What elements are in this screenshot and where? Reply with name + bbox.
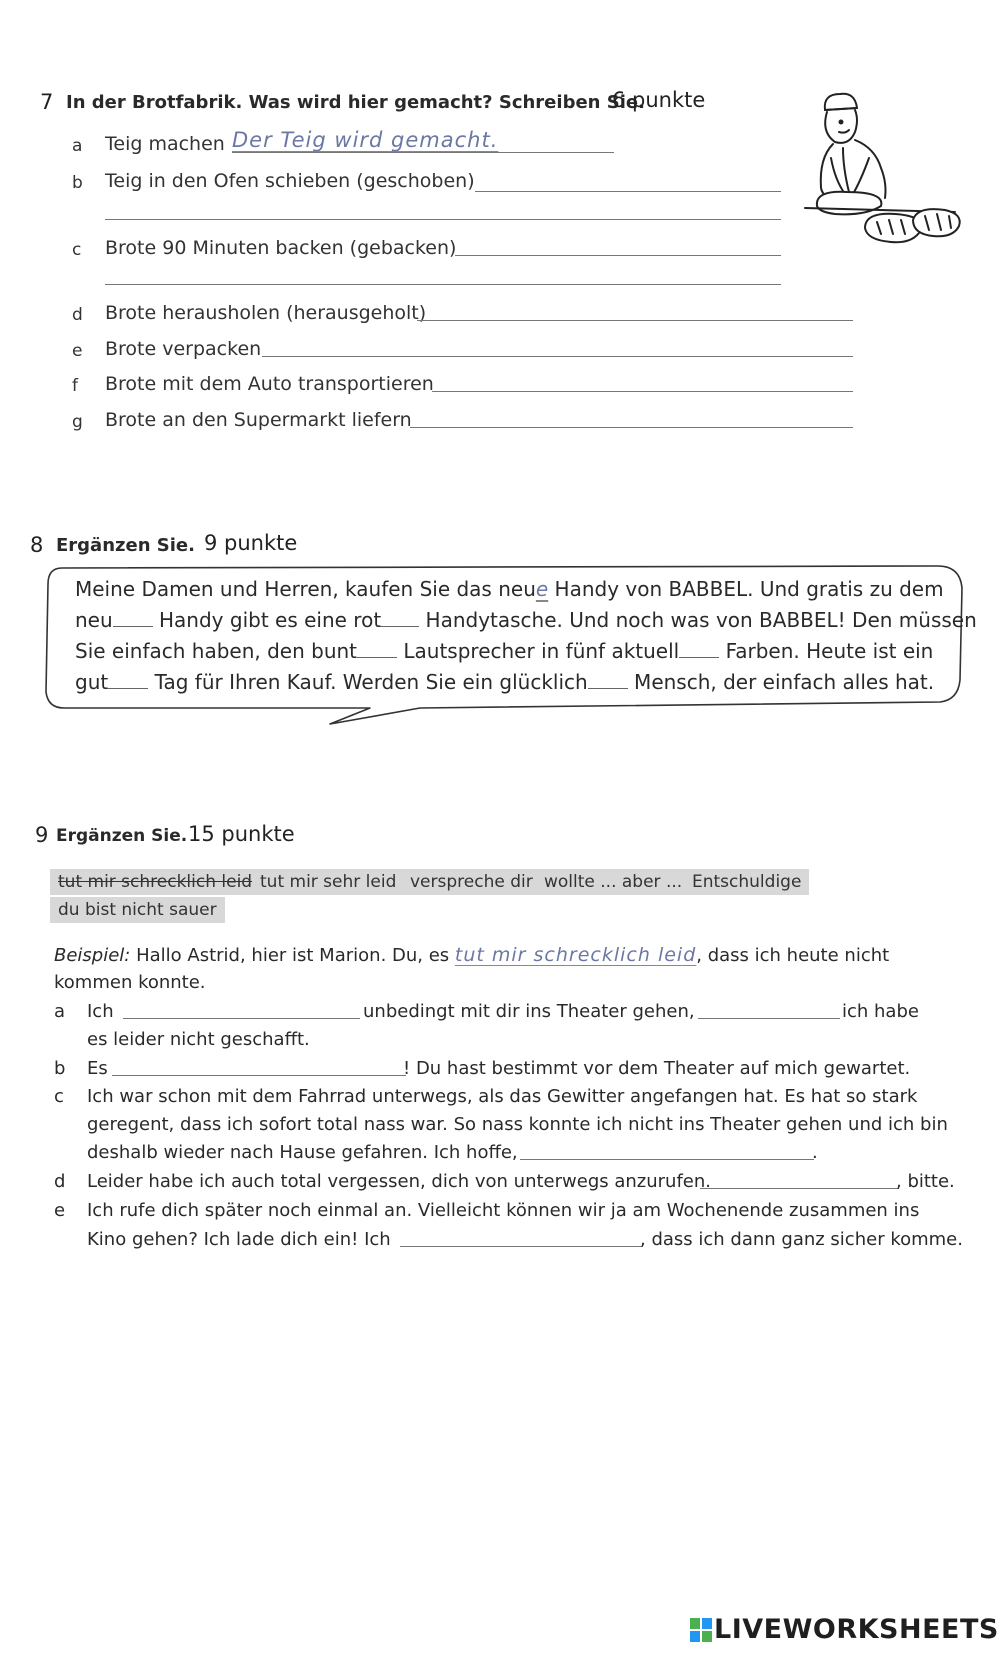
ex7-item-g-input[interactable] [410, 407, 853, 428]
ex9-item-a-t4: es leider nicht geschafft. [87, 1029, 310, 1050]
ex7-points: 6 punkte [612, 88, 706, 112]
ex8-gap-4[interactable] [679, 657, 719, 658]
ex8-gap-3[interactable] [357, 657, 397, 658]
liveworksheets-logo-icon [690, 1618, 712, 1642]
ex8-l3b: Lautsprecher in fünf aktuell [397, 639, 680, 663]
ex9-item-c-t4: . [812, 1142, 818, 1163]
ex7-item-f-letter: f [72, 376, 78, 396]
chip-tut-mir-schrecklich-leid: tut mir schrecklich leid [50, 869, 260, 895]
ex9-example-line [54, 944, 889, 966]
ex9-example-answer: tut mir schrecklich leid [454, 944, 697, 966]
ex7-number: 7 [40, 90, 54, 114]
ex7-item-b-prompt: Teig in den Ofen schieben (geschoben) [105, 170, 475, 192]
ex8-l1b: Handy von BABBEL. Und gratis zu dem [548, 577, 944, 601]
ex8-l1a: Meine Damen und Herren, kaufen Sie das neu [75, 577, 536, 601]
ex9-example-a: Hallo Astrid, hier ist Marion. Du, es [130, 945, 455, 966]
ex7-item-b-input[interactable] [475, 171, 781, 192]
ex9-item-d-t2: , bitte. [896, 1171, 955, 1192]
liveworksheets-brand: LIVEWORKSHEETS [714, 1614, 999, 1645]
ex9-item-b-t1: Es [87, 1058, 108, 1079]
ex9-item-e-t1: Ich rufe dich später noch einmal an. Vielleicht können wir ja am Wochenende zusammen ins [87, 1200, 920, 1221]
ex8-line-4 [75, 667, 934, 697]
chip-verspreche-dir: verspreche dir [402, 869, 541, 895]
ex8-line-3 [75, 636, 933, 666]
ex9-example-b: , dass ich heute nicht [696, 945, 890, 966]
chip-entschuldige: Entschuldige [684, 869, 809, 895]
ex8-gap-2[interactable] [381, 626, 419, 627]
ex8-l2a: neu [75, 608, 113, 632]
chip-tut-mir-sehr-leid: tut mir sehr leid [252, 869, 404, 895]
ex7-item-g-letter: g [72, 412, 83, 432]
ex7-item-e-letter: e [72, 341, 83, 361]
ex7-item-e-prompt: Brote verpacken [105, 338, 262, 360]
ex8-line-1 [75, 574, 944, 604]
ex9-item-d-letter: d [54, 1171, 66, 1192]
ex9-item-e-t3: , dass ich dann ganz sicher komme. [640, 1229, 963, 1250]
ex9-item-e-t2: Kino gehen? Ich lade dich ein! Ich [87, 1229, 391, 1250]
ex8-l2c: Handytasche. Und noch was von BABBEL! Den müssen [419, 608, 977, 632]
ex9-item-a-t2: unbedingt mit dir ins Theater gehen, [363, 1001, 695, 1022]
ex8-answer-e: e [535, 577, 549, 601]
baker-illustration [795, 88, 965, 258]
ex7-item-c-prompt: Brote 90 Minuten backen (gebacken) [105, 237, 457, 259]
ex8-l3a: Sie einfach haben, den bunt [75, 639, 358, 663]
ex7-item-a-prompt: Teig machen [105, 133, 225, 155]
ex9-item-b-input[interactable] [112, 1055, 406, 1076]
ex9-title: Ergänzen Sie. [56, 826, 188, 846]
ex8-title: Ergänzen Sie. [56, 535, 195, 556]
ex8-l4b: Tag für Ihren Kauf. Werden Sie ein glücklich [148, 670, 588, 694]
ex7-item-d-letter: d [72, 305, 83, 325]
ex9-item-e-letter: e [54, 1200, 66, 1221]
ex9-item-e-input[interactable] [400, 1226, 642, 1247]
ex8-gap-6[interactable] [588, 688, 628, 689]
ex9-points: 15 punkte [188, 822, 295, 846]
ex9-item-a-t1: Ich [87, 1001, 114, 1022]
ex8-gap-1[interactable] [113, 626, 153, 627]
ex7-item-a-line [232, 152, 614, 153]
ex7-item-a-answer: Der Teig wird gemacht. [232, 128, 499, 152]
ex8-l2b: Handy gibt es eine rot [152, 608, 382, 632]
ex9-item-c-t2: geregent, dass ich sofort total nass war. So nass konnte ich nicht ins Theater gehen und ich bin [87, 1114, 948, 1135]
chip-du-bist-nicht-sauer: du bist nicht sauer [50, 897, 225, 923]
ex9-item-c-t1: Ich war schon mit dem Fahrrad unterwegs, als das Gewitter angefangen hat. Es hat so stark [87, 1086, 918, 1107]
ex9-item-a-input-2[interactable] [698, 998, 840, 1019]
ex8-l3c: Farben. Heute ist ein [719, 639, 934, 663]
ex7-item-f-input[interactable] [432, 371, 853, 392]
ex8-points: 9 punkte [204, 531, 298, 555]
ex8-gap-5[interactable] [108, 688, 148, 689]
ex9-item-a-letter: a [54, 1001, 66, 1022]
ex9-number: 9 [35, 823, 49, 847]
ex9-item-b-t2: ! Du hast bestimmt vor dem Theater auf mich gewartet. [403, 1058, 911, 1079]
ex7-item-e-input[interactable] [262, 336, 853, 357]
chip-wollte-aber: wollte ... aber ... [536, 869, 690, 895]
ex9-item-a-t3: ich habe [842, 1001, 919, 1022]
ex7-item-c-input-2[interactable] [105, 264, 781, 285]
ex9-item-d-t1: Leider habe ich auch total vergessen, dich von unterwegs anzurufen. [87, 1171, 711, 1192]
ex8-l4a: gut [75, 670, 109, 694]
ex9-example-c: kommen konnte. [54, 972, 206, 993]
ex8-l4c: Mensch, der einfach alles hat. [627, 670, 935, 694]
ex7-item-d-input[interactable] [417, 300, 853, 321]
ex7-title: In der Brotfabrik. Was wird hier gemacht? Schreiben Sie. [66, 92, 645, 113]
ex7-item-c-input[interactable] [455, 235, 781, 256]
ex8-line-2 [75, 605, 977, 635]
ex7-item-b-letter: b [72, 173, 83, 193]
ex9-item-c-letter: c [54, 1086, 64, 1107]
ex9-item-d-input[interactable] [700, 1168, 899, 1189]
ex7-item-d-prompt: Brote herausholen (herausgeholt) [105, 302, 427, 324]
ex9-item-c-t3: deshalb wieder nach Hause gefahren. Ich hoffe, [87, 1142, 518, 1163]
ex7-item-a-letter: a [72, 136, 83, 156]
ex9-item-c-input[interactable] [520, 1139, 814, 1160]
ex7-item-g-prompt: Brote an den Supermarkt liefern [105, 409, 412, 431]
ex7-item-b-input-2[interactable] [105, 199, 781, 220]
ex9-item-b-letter: b [54, 1058, 66, 1079]
ex9-example-label: Beispiel: [54, 945, 131, 966]
ex8-number: 8 [30, 533, 44, 557]
ex7-item-f-prompt: Brote mit dem Auto transportieren [105, 373, 434, 395]
ex9-item-a-input-1[interactable] [123, 998, 360, 1019]
ex7-item-c-letter: c [72, 240, 82, 260]
